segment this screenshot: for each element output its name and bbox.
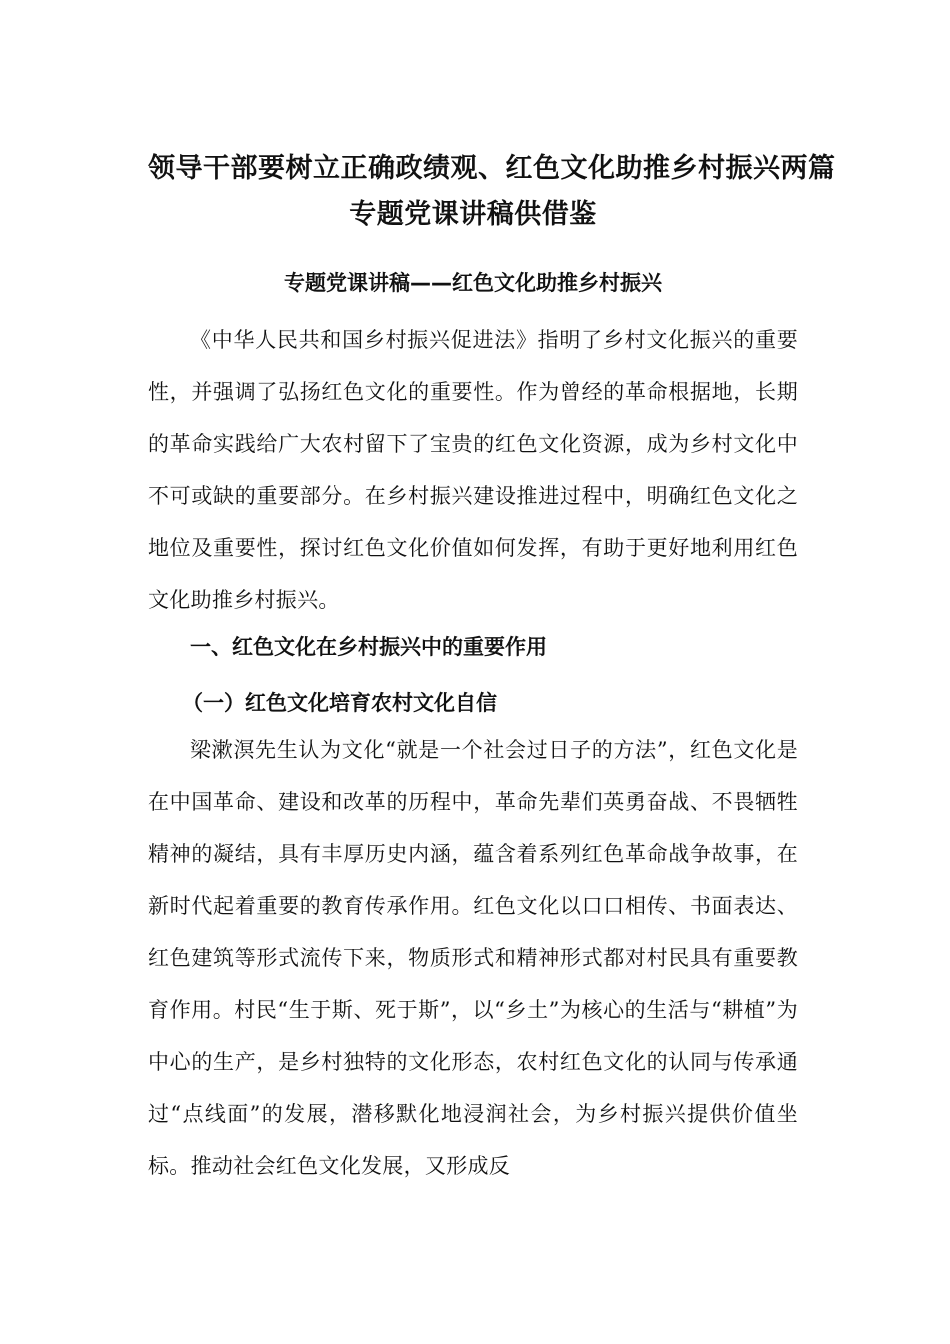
document-title-line-1: 领导干部要树立正确政绩观、红色文化助推乡村振兴两篇 [148,153,836,184]
subsection-1-heading: （一）红色文化培育农村文化自信 [182,691,497,715]
intro-paragraph: 《中华人民共和国乡村振兴促进法》指明了乡村文化振兴的重要性，并强调了弘扬红色文化的重要性。作为曾经的革命根据地，长期的革命实践给广大农村留下了宝贵的红色文化资源，成为乡村文化中不可或缺的重要部分。在乡村振兴建设推进过程中，明确红色文化之地位及重要性，探讨红色文化价值如何发挥，有助于更好地利用红色文化助推乡村振兴。 [148,328,798,612]
body-paragraph: 梁漱溟先生认为文化“就是一个社会过日子的方法”，红色文化是在中国革命、建设和改革的历程中，革命先辈们英勇奋战、不畏牺牲精神的凝结，具有丰厚历史内涵，蕴含着系列红色革命战争故事，在新时代起着重要的教育传承作用。红色文化以口口相传、书面表达、红色建筑等形式流传下来，物质形式和精神形式都对村民具有重要教育作用。村民“生于斯、死于斯”，以“乡土”为核心的生活与“耕植”为中心的生产，是乡村独特的文化形态，农村红色文化的认同与传承通过“点线面”的发展，潜移默化地浸润社会，为乡村振兴提供价值坐标。推动社会红色文化发展，又形成反 [148,738,798,1178]
document-title-line-2: 专题党课讲稿供借鉴 [349,199,597,230]
section-1-heading: 一、红色文化在乡村振兴中的重要作用 [190,635,547,659]
section-subtitle: 专题党课讲稿——红色文化助推乡村振兴 [284,271,662,295]
